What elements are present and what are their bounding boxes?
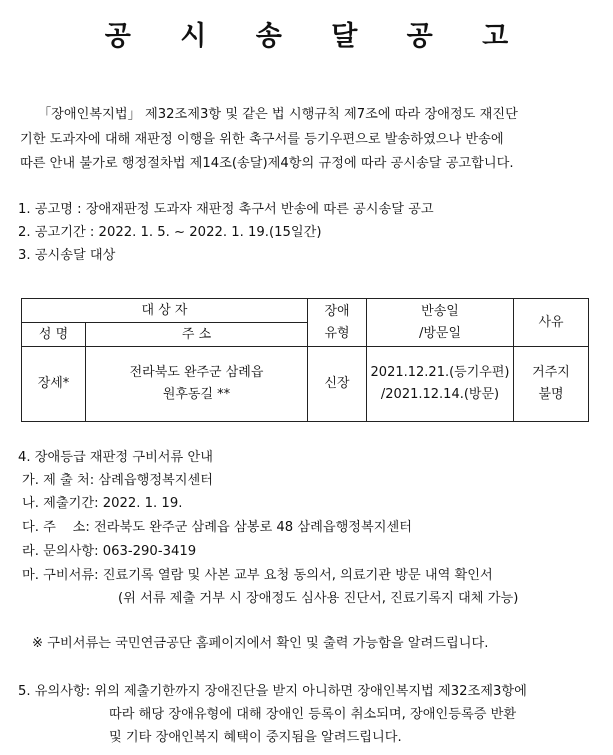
item-announcement-period: 2. 공고기간 : 2022. 1. 5. ~ 2022. 1. 19.(15일간) [18,225,322,240]
target-table [21,298,589,422]
header-type-line2: 유형 [324,325,350,341]
section4-documents-note: (위 서류 제출 거부 시 장애정도 심사용 진단서, 진료기록지 대체 가능) [118,591,519,606]
cell-address [86,347,308,422]
cell-reason [514,347,589,422]
reason-line-2: 불명 [538,387,564,402]
header-target: 대 상 자 [22,299,308,323]
cell-disability-type: 신장 [308,347,367,422]
header-type-line1: 장애 [324,303,350,319]
header-disability-type [308,299,367,347]
header-address: 주 소 [86,323,308,347]
section5-line-2: 따라 해당 장애유형에 대해 장애인 등록이 취소되며, 장애인등록증 반환 [109,707,517,722]
section4-address: 다. 주 소: 전라북도 완주군 삼례읍 삼봉로 48 삼례읍행정복지센터 [22,520,413,535]
section4-submit-period: 나. 제출기간: 2022. 1. 19. [22,496,183,511]
header-return-date [367,299,514,347]
page-title: 공 시 송 달 공 고 [104,21,529,52]
header-date-line1: 반송일 [421,303,459,319]
return-date-line-1: 2021.12.21.(등기우편) [370,365,510,380]
intro-line-2: 기한 도과자에 대해 재판정 이행을 위한 촉구서를 등기우편으로 발송하였으나 반송에 [20,132,504,147]
address-line-1: 전라북도 완주군 삼례읍 [129,365,264,380]
section5-line-1: 5. 유의사항: 위의 제출기한까지 장애진단을 받지 아니하면 장애인복지법 제32조제3항에 [18,684,527,699]
reason-line-1: 거주지 [532,365,570,380]
notice-text: ※ 구비서류는 국민연금공단 홈페이지에서 확인 및 출력 가능함을 알려드립니다. [32,636,489,651]
item-announcement-name: 1. 공고명 : 장애재판정 도과자 재판정 촉구서 반송에 따른 공시송달 공고 [18,202,434,217]
section4-submit-place: 가. 제 출 처: 삼례읍행정복지센터 [22,473,214,488]
cell-return-date [367,347,514,422]
section4-contact: 라. 문의사항: 063-290-3419 [22,544,197,559]
section4-documents: 마. 구비서류: 진료기록 열람 및 사본 교부 요청 동의서, 의료기관 방문 내역 확인서 [22,568,493,583]
header-reason: 사유 [514,299,589,347]
header-name: 성 명 [22,323,86,347]
intro-line-3: 따른 안내 불가로 행정절차법 제14조(송달)제4항의 규정에 따라 공시송달 공고합니다. [20,156,514,171]
item-target-heading: 3. 공시송달 대상 [18,248,116,263]
intro-line-1: 「장애인복지법」 제32조제3항 및 같은 법 시행규칙 제7조에 따라 장애정도 재진단 [38,107,518,122]
header-date-line2: /방문일 [418,325,462,341]
return-date-line-2: /2021.12.14.(방문) [380,387,500,402]
cell-name: 장세* [22,347,86,422]
section4-heading: 4. 장애등급 재판정 구비서류 안내 [18,450,213,465]
section5-line-3: 및 기타 장애인복지 혜택이 중지됨을 알려드립니다. [109,730,402,745]
address-line-2: 원후동길 ** [162,387,231,402]
